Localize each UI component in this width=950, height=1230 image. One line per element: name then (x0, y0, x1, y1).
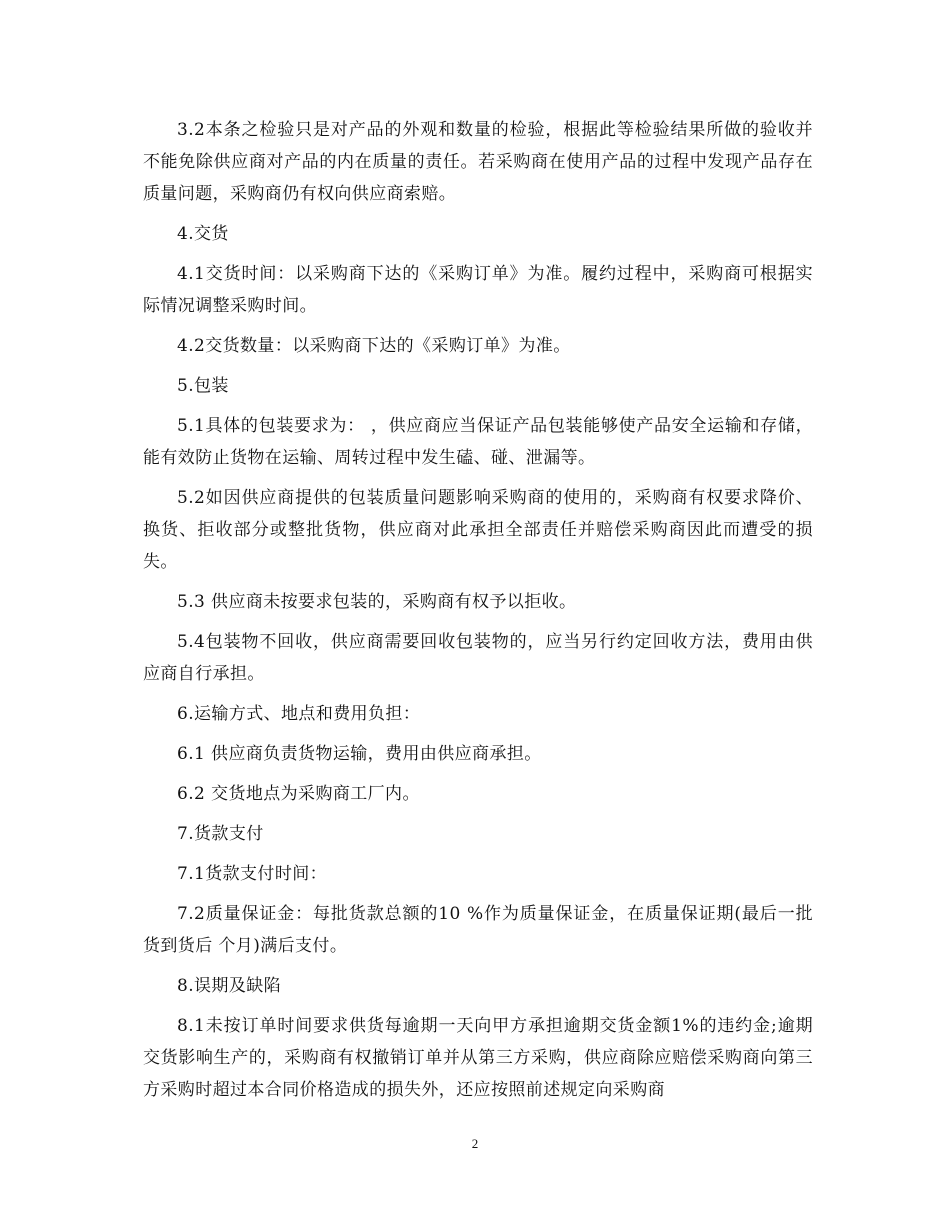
clause-4-1: 4.1交货时间：以采购商下达的《采购订单》为准。履约过程中，采购商可根据实际情况调整采购时间。 (143, 264, 813, 316)
clause-7-1: 7.1货款支付时间： (177, 864, 328, 884)
clause-7-2: 7.2质量保证金：每批货款总额的10 %作为质量保证金，在质量保证期(最后一批货到货后 个月)满后支付。 (143, 904, 813, 956)
clause-5-1: 5.1具体的包装要求为： ，供应商应当保证产品包装能够使产品安全运输和存储，能有效防止货物在运输、周转过程中发生磕、碰、泄漏等。 (143, 416, 813, 468)
clause-6-1: 6.1 供应商负责货物运输，费用由供应商承担。 (177, 744, 542, 764)
clause-5-4: 5.4包装物不回收，供应商需要回收包装物的，应当另行约定回收方法，费用由供应商自行承担。 (143, 632, 813, 684)
section-4-heading: 4.交货 (177, 224, 229, 244)
document-body (143, 114, 813, 1114)
clause-3-2: 3.2本条之检验只是对产品的外观和数量的检验，根据此等检验结果所做的验收并不能免除供应商对产品的内在质量的责任。若采购商在使用产品的过程中发现产品存在质量问题，采购商仍有权向供应商索赔。 (143, 120, 813, 204)
clause-8-1: 8.1未按订单时间要求供货每逾期一天向甲方承担逾期交货金额1%的违约金;逾期交货影响生产的，采购商有权撤销订单并从第三方采购，供应商除应赔偿采购商向第三方采购时超过本合同价格造成的损失外，还应按照前述规定向采购商 (143, 1016, 813, 1100)
section-6-heading: 6.运输方式、地点和费用负担： (177, 704, 421, 724)
clause-4-2: 4.2交货数量：以采购商下达的《采购订单》为准。 (177, 336, 571, 356)
section-5-heading: 5.包装 (177, 376, 229, 396)
page-number: 2 (471, 1136, 479, 1151)
clause-6-2: 6.2 交货地点为采购商工厂内。 (177, 784, 420, 804)
clause-5-2: 5.2如因供应商提供的包装质量问题影响采购商的使用的，采购商有权要求降价、换货、拒收部分或整批货物，供应商对此承担全部责任并赔偿采购商因此而遭受的损失。 (143, 488, 813, 572)
clause-5-3: 5.3 供应商未按要求包装的，采购商有权予以拒收。 (177, 592, 577, 612)
section-8-heading: 8.误期及缺陷 (177, 976, 282, 996)
section-7-heading: 7.货款支付 (177, 824, 264, 844)
